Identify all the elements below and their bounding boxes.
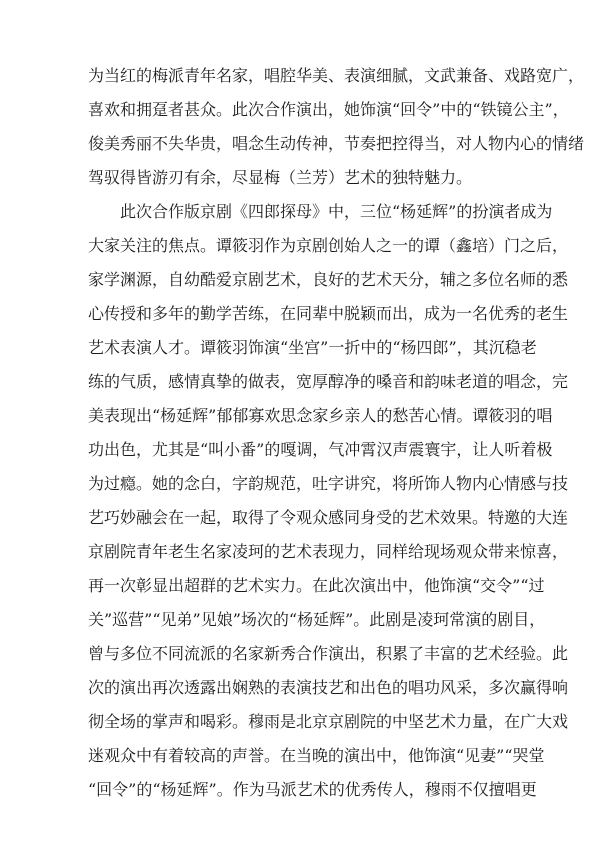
text-line: 迷观众中有着较高的声誉。在当晚的演出中，他饰演“见妻”“哭堂 [88, 746, 545, 765]
text-line: 功出色，尤其是“叫小番”的嘎调，气冲霄汉声震寰宇，让人听着极 [88, 440, 553, 459]
text-line: 次的演出再次透露出娴熟的表演技艺和出色的唱功风采，多次赢得响 [88, 678, 569, 697]
text-line: 心传授和多年的勤学苦练，在同辈中脱颖而出，成为一名优秀的老生 [88, 304, 569, 323]
text-line: 家学渊源，自幼酷爱京剧艺术，良好的艺术天分，辅之多位名师的悉 [88, 270, 569, 289]
text-line: 艺术表演人才。谭筱羽饰演“坐宫”一折中的“杨四郎”，其沉稳老 [88, 338, 537, 357]
text-line: 为过瘾。她的念白，字韵规范，吐字讲究，将所饰人物内心情感与技 [88, 474, 569, 493]
text-line: “回令”的“杨延辉”。作为马派艺术的优秀传人，穆雨不仅擅唱更 [88, 780, 537, 799]
text-line: 练的气质，感情真挚的做表，宽厚醇净的嗓音和韵味老道的唱念，完 [88, 372, 569, 391]
text-line: 喜欢和拥趸者甚众。此次合作演出，她饰演“回令”中的“铁镜公主”， [88, 100, 569, 119]
text-line: 俊美秀丽不失华贵，唱念生动传神，节奏把控得当，对人物内心的情绪 [88, 134, 585, 153]
text-line: 美表现出“杨延辉”郁郁寡欢思念家乡亲人的愁苦心情。谭筱羽的唱 [88, 406, 553, 425]
paragraph-first-line: 此次合作版京剧《四郎探母》中，三位“杨延辉”的扮演者成为 [120, 202, 553, 221]
text-line: 再一次彰显出超群的艺术实力。在此次演出中，他饰演“交令”“过 [88, 576, 545, 595]
text-line: 关”巡营”“见弟”见娘”场次的“杨延辉”。此剧是凌珂常演的剧目， [88, 610, 546, 629]
text-line: 为当红的梅派青年名家，唱腔华美、表演细腻，文武兼备、戏路宽广， [88, 66, 585, 85]
text-line: 艺巧妙融会在一起，取得了令观众感同身受的艺术效果。特邀的大连 [88, 508, 569, 527]
text-line: 驾驭得皆游刃有余，尽显梅（兰芳）艺术的独特魅力。 [88, 168, 473, 187]
text-line: 京剧院青年老生名家凌珂的艺术表现力，同样给现场观众带来惊喜， [88, 542, 569, 561]
text-line: 曾与多位不同流派的名家新秀合作演出，积累了丰富的艺术经验。此 [88, 644, 569, 663]
text-line: 彻全场的掌声和喝彩。穆雨是北京京剧院的中坚艺术力量，在广大戏 [88, 712, 569, 731]
text-line: 大家关注的焦点。谭筱羽作为京剧创始人之一的谭（鑫培）门之后， [88, 236, 569, 255]
